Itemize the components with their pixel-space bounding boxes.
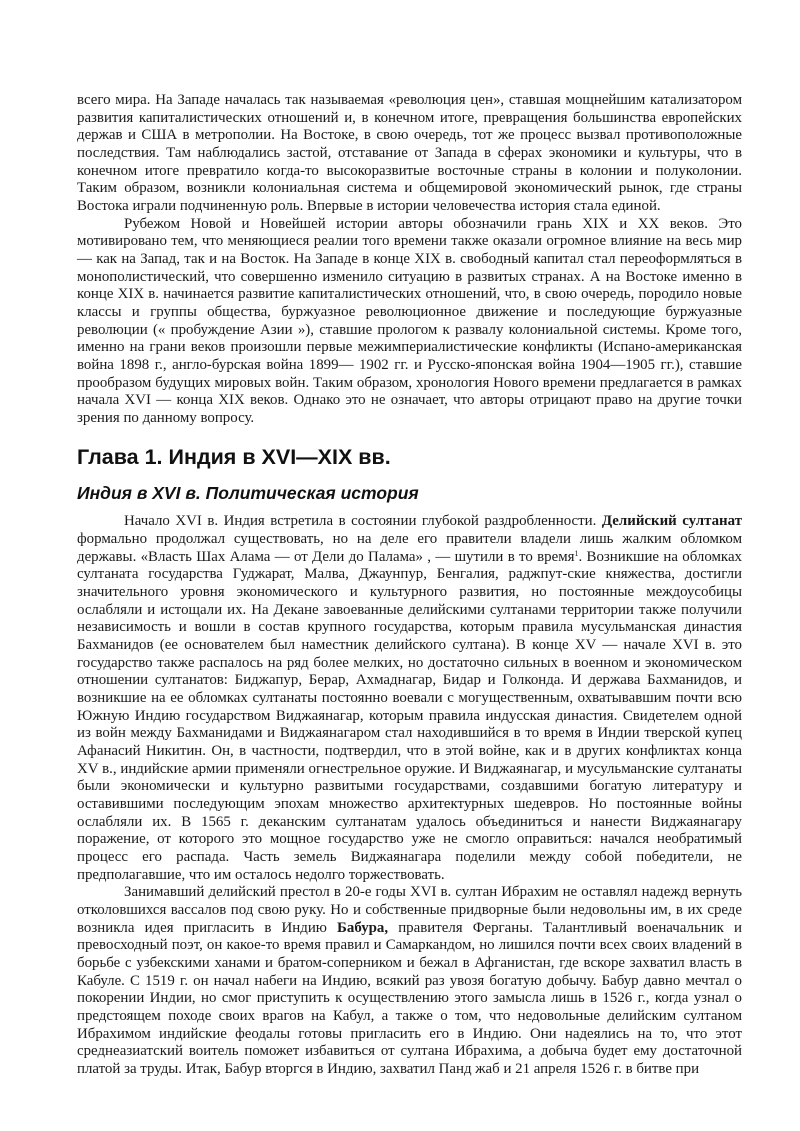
paragraph-text: . Возникшие на обломках султаната государства Гуджарат, Малва, Джаунпур, Бенгалия, раджпут-ские княжества, достигли значительного уровня экономического и культурного развития, но постоянные междоусобицы ослабляли и истощали их. На Декане завоеванные делийскими султанами территории также получили независимость и вошли в состав крупного государства, которым правила мусульманская династия Бахманидов (ее основателем был наместник делийского султана). В конце XV — начале XVI в. это государство также распалось на ряд более мелких, но достаточно сильных в военном и экономическом отношении султанатов: Биджапур, Берар, Ахмаднагар, Бидар и Голконда. И держава Бахманидов, и возникшие на ее обломках султанаты постоянно воевали с могущественным, охватывавшим почти всю Южную Индию государством Виджаянагар, которым правила индусская династия. Свидетелем одной из войн между Бахманидами и Виджаянагаром стал находившийся в то время в Индии тверской купец Афанасий Никитин. Он, в частности, подтвердил, что в этой войне, как и в других конфликтах конца XV в., индийские армии применяли огнестрельное оружие. И Виджаянагар, и мусульманские султанаты были экономически и культурно развитыми государствами, создавшими богатую литературу и оставившими последующим эпохам множество архитектурных шедевров. Но постоянные войны ослабляли их. В 1565 г. деканским султанатам удалось объединиться и нанести Виджаянагару поражение, от которого это мощное государство уже не смогло оправиться: начался необратимый процесс его распада. Часть земель Виджаянагара поделили между собой победители, не предполагавшие, что им осталось недолго торжествовать. xyxy=(77,548,742,883)
paragraph-babur xyxy=(77,884,742,1078)
section-title: Индия в XVI в. Политическая история xyxy=(77,483,419,504)
bold-term-babur: Бабура, xyxy=(337,919,389,936)
document-page xyxy=(77,92,742,1078)
paragraph-fragmentation xyxy=(77,513,742,884)
paragraph-intro-continued: всего мира. На Западе началась так называемая «революция цен», ставшая мощнейшим катализатором развития капиталистических отношений и, в конечном итоге, превращения большинства европейских держав и США в метрополии. На Востоке, в свою очередь, тот же процесс вызвал противоположные последствия. Там наблюдались застой, отставание от Запада в сферах экономики и культуры, что в конечном итоге превратило когда-то высокоразвитые восточные страны в колонии и полуколонии. Таким образом, возникли колониальная система и общемировой экономический рынок, где страны Востока играли подчиненную роль. Впервые в истории человечества история стала единой. xyxy=(77,92,742,214)
paragraph-text: правителя Ферганы. Талантливый военачальник и превосходный поэт, он какое-то время правил и Самаркандом, но лишился почти всех своих владений в борьбе с узбекскими ханами и братом-соперником и бежал в Афганистан, где вскоре захватил власть в Кабуле. С 1519 г. он начал набеги на Индию, всякий раз увозя богатую добычу. Бабур давно мечтал о покорении Индии, но смог приступить к осуществлению этого замысла лишь в 1526 г., когда узнал о предстоящем походе своих врагов на Кабул, а также о том, что недовольные делийским султаном Ибрахимом индийские феодалы готовы пригласить его в Индию. Они надеялись на то, что этот среднеазиатский воитель поможет избавиться от султана Ибрахима, а добыча будет ему достаточной платой за труды. Итак, Бабур вторгся в Индию, захватил Панд жаб и 21 апреля 1526 г. в битве при xyxy=(77,919,742,1077)
footnote-marker[interactable]: 1 xyxy=(574,548,579,558)
paragraph-text: формально продолжал существовать, но на деле его правители владели лишь жалким обломком державы. «Власть Шах Алама — от Дели до Палама» , — шутили в то время xyxy=(77,531,742,565)
paragraph-text: Занимавший делийский престол в 20-е годы XVI в. султан Ибрахим не оставлял надежд вернуть отколовшихся вассалов под свою руку. Но и собственные придворные были недовольны им, в их среде возникла идея пригласить в Индию xyxy=(77,884,742,936)
paragraph-text: Начало XVI в. Индия встретила в состоянии глубокой раздробленности. xyxy=(124,513,602,530)
bold-term-delhi-sultanate: Делийский султанат xyxy=(601,513,743,530)
chapter-title: Глава 1. Индия в XVI—XIX вв. xyxy=(77,445,391,470)
paragraph-chronology: Рубежом Новой и Новейшей истории авторы обозначили грань XIX и XX веков. Это мотивировано тем, что меняющиеся реалии того времени также оказали огромное влияние на весь мир — как на Запад, так и на Восток. На Западе в конце XIX в. свободный капитал стал переоформляться в монополистический, что совершенно изменило ситуацию в развитых странах. А на Востоке именно в конце XIX в. начинается развитие капиталистических отношений, что, в свою очередь, породило новые классы и группы общества, буржуазное революционное движение и последующие буржуазные революции (« пробуждение Азии »), ставшие прологом к развалу колониальной системы. Кроме того, именно на грани веков произошли первые межимпериалистические конфликты (Испано-американская война 1898 г., англо-бурская война 1899— 1902 гг. и Русско-японская война 1904—1905 гг.), ставшие прообразом будущих мировых войн. Таким образом, хронология Нового времени предлагается в рамках начала XVI — конца XIX веков. Однако это не означает, что авторы отрицают право на другие точки зрения по данному вопросу. xyxy=(77,215,742,426)
